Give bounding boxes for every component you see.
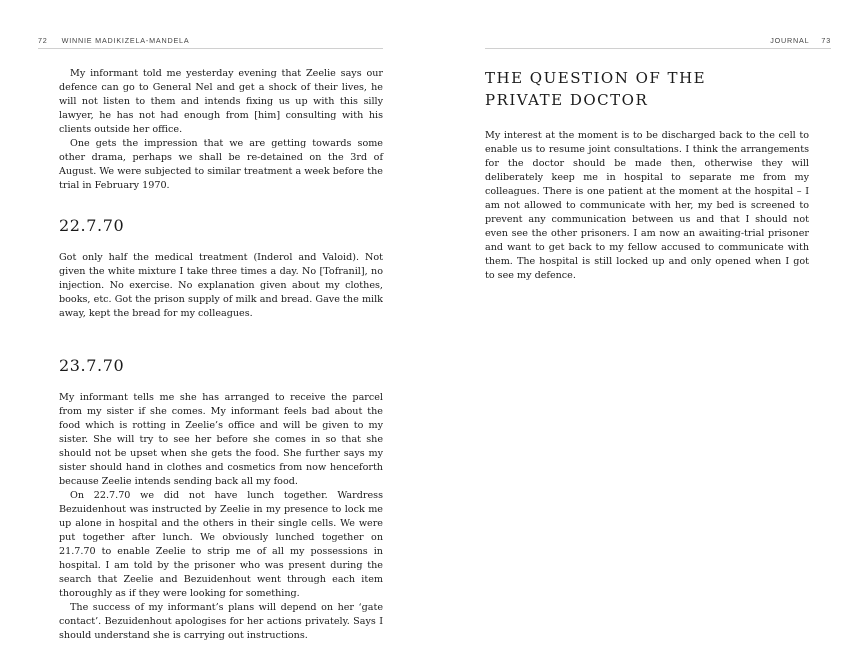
running-head-left xyxy=(38,36,383,49)
entry-date-heading: 22.7.70 xyxy=(59,216,125,235)
entry-paragraph: The success of my informant’s plans will depend on her ‘gate contact’. Bezuidenhout apologises for her actions privately. Says I should understand she is carrying out instructions. xyxy=(59,602,383,641)
intro-section xyxy=(59,67,383,193)
right-page xyxy=(434,0,868,664)
running-head-author: WINNIE MADIKIZELA-MANDELA xyxy=(61,36,190,45)
chapter-title-line-2: PRIVATE DOCTOR xyxy=(485,91,649,109)
page-number-left: 72 xyxy=(38,36,48,45)
chapter-title-line-1: THE QUESTION OF THE xyxy=(485,69,707,87)
chapter-title xyxy=(485,67,809,111)
journal-entry-22-7-70 xyxy=(59,216,383,321)
running-head-section: JOURNAL xyxy=(770,36,810,45)
journal-entry-23-7-70 xyxy=(59,356,383,643)
intro-paragraph-2: One gets the impression that we are getting towards some other drama, perhaps we shall be re-detained on the 3rd of August. We were subjected to similar treatment a week before the trial in February 1970. xyxy=(59,138,383,191)
chapter-paragraph: My interest at the moment is to be discharged back to the cell to enable us to resume joint consultations. I think the arrangements for the doctor should be made then, otherwise they will deliberately keep me in hospital to separate me from my colleagues. There is one patient at the moment at the hospital – I am not allowed to communicate with her, my bed is screened to prevent any communication between us and that I should not even see the other prisoners. I am now an awaiting-trial prisoner and want to get back to my fellow accused to communicate with them. The hospital is still locked up and only opened when I got to see my defence. xyxy=(485,130,809,281)
entry-paragraph: On 22.7.70 we did not have lunch together. Wardress Bezuidenhout was instructed by Zeelie in my presence to lock me up alone in hospital and the others in their single cells. We were put together after lunch. We obviously lunched together on 21.7.70 to enable Zeelie to strip me of all my possessions in hospital. I am told by the prisoner who was present during the search that Zeelie and Bezuidenhout went through each item thoroughly as if they were looking for something. xyxy=(59,490,383,599)
chapter-section xyxy=(485,67,809,283)
intro-paragraph-1: My informant told me yesterday evening that Zeelie says our defence can go to General Nel and get a shock of their lives, he will not listen to them and intends fixing us up with this silly lawyer, he has not had enough from [him] consulting with his clients outside her office. xyxy=(59,68,383,135)
entry-paragraph: My informant tells me she has arranged to receive the parcel from my sister if she comes. My informant feels bad about the food which is rotting in Zeelie’s office and will be given to my sister. She will try to see her before she comes in so that she should not be upset when she gets the food. She further says my sister should hand in clothes and cosmetics from now henceforth because Zeelie intends sending back all my food. xyxy=(59,392,383,487)
entry-paragraph: Got only half the medical treatment (Inderol and Valoid). Not given the white mixture I take three times a day. No [Tofranil], no injection. No exercise. No explanation given about my clothes, books, etc. Got the prison supply of milk and bread. Gave the milk away, kept the bread for my colleagues. xyxy=(59,252,383,319)
running-head-right xyxy=(485,36,831,49)
page-number-right: 73 xyxy=(821,36,831,45)
entry-date-heading: 23.7.70 xyxy=(59,356,125,375)
